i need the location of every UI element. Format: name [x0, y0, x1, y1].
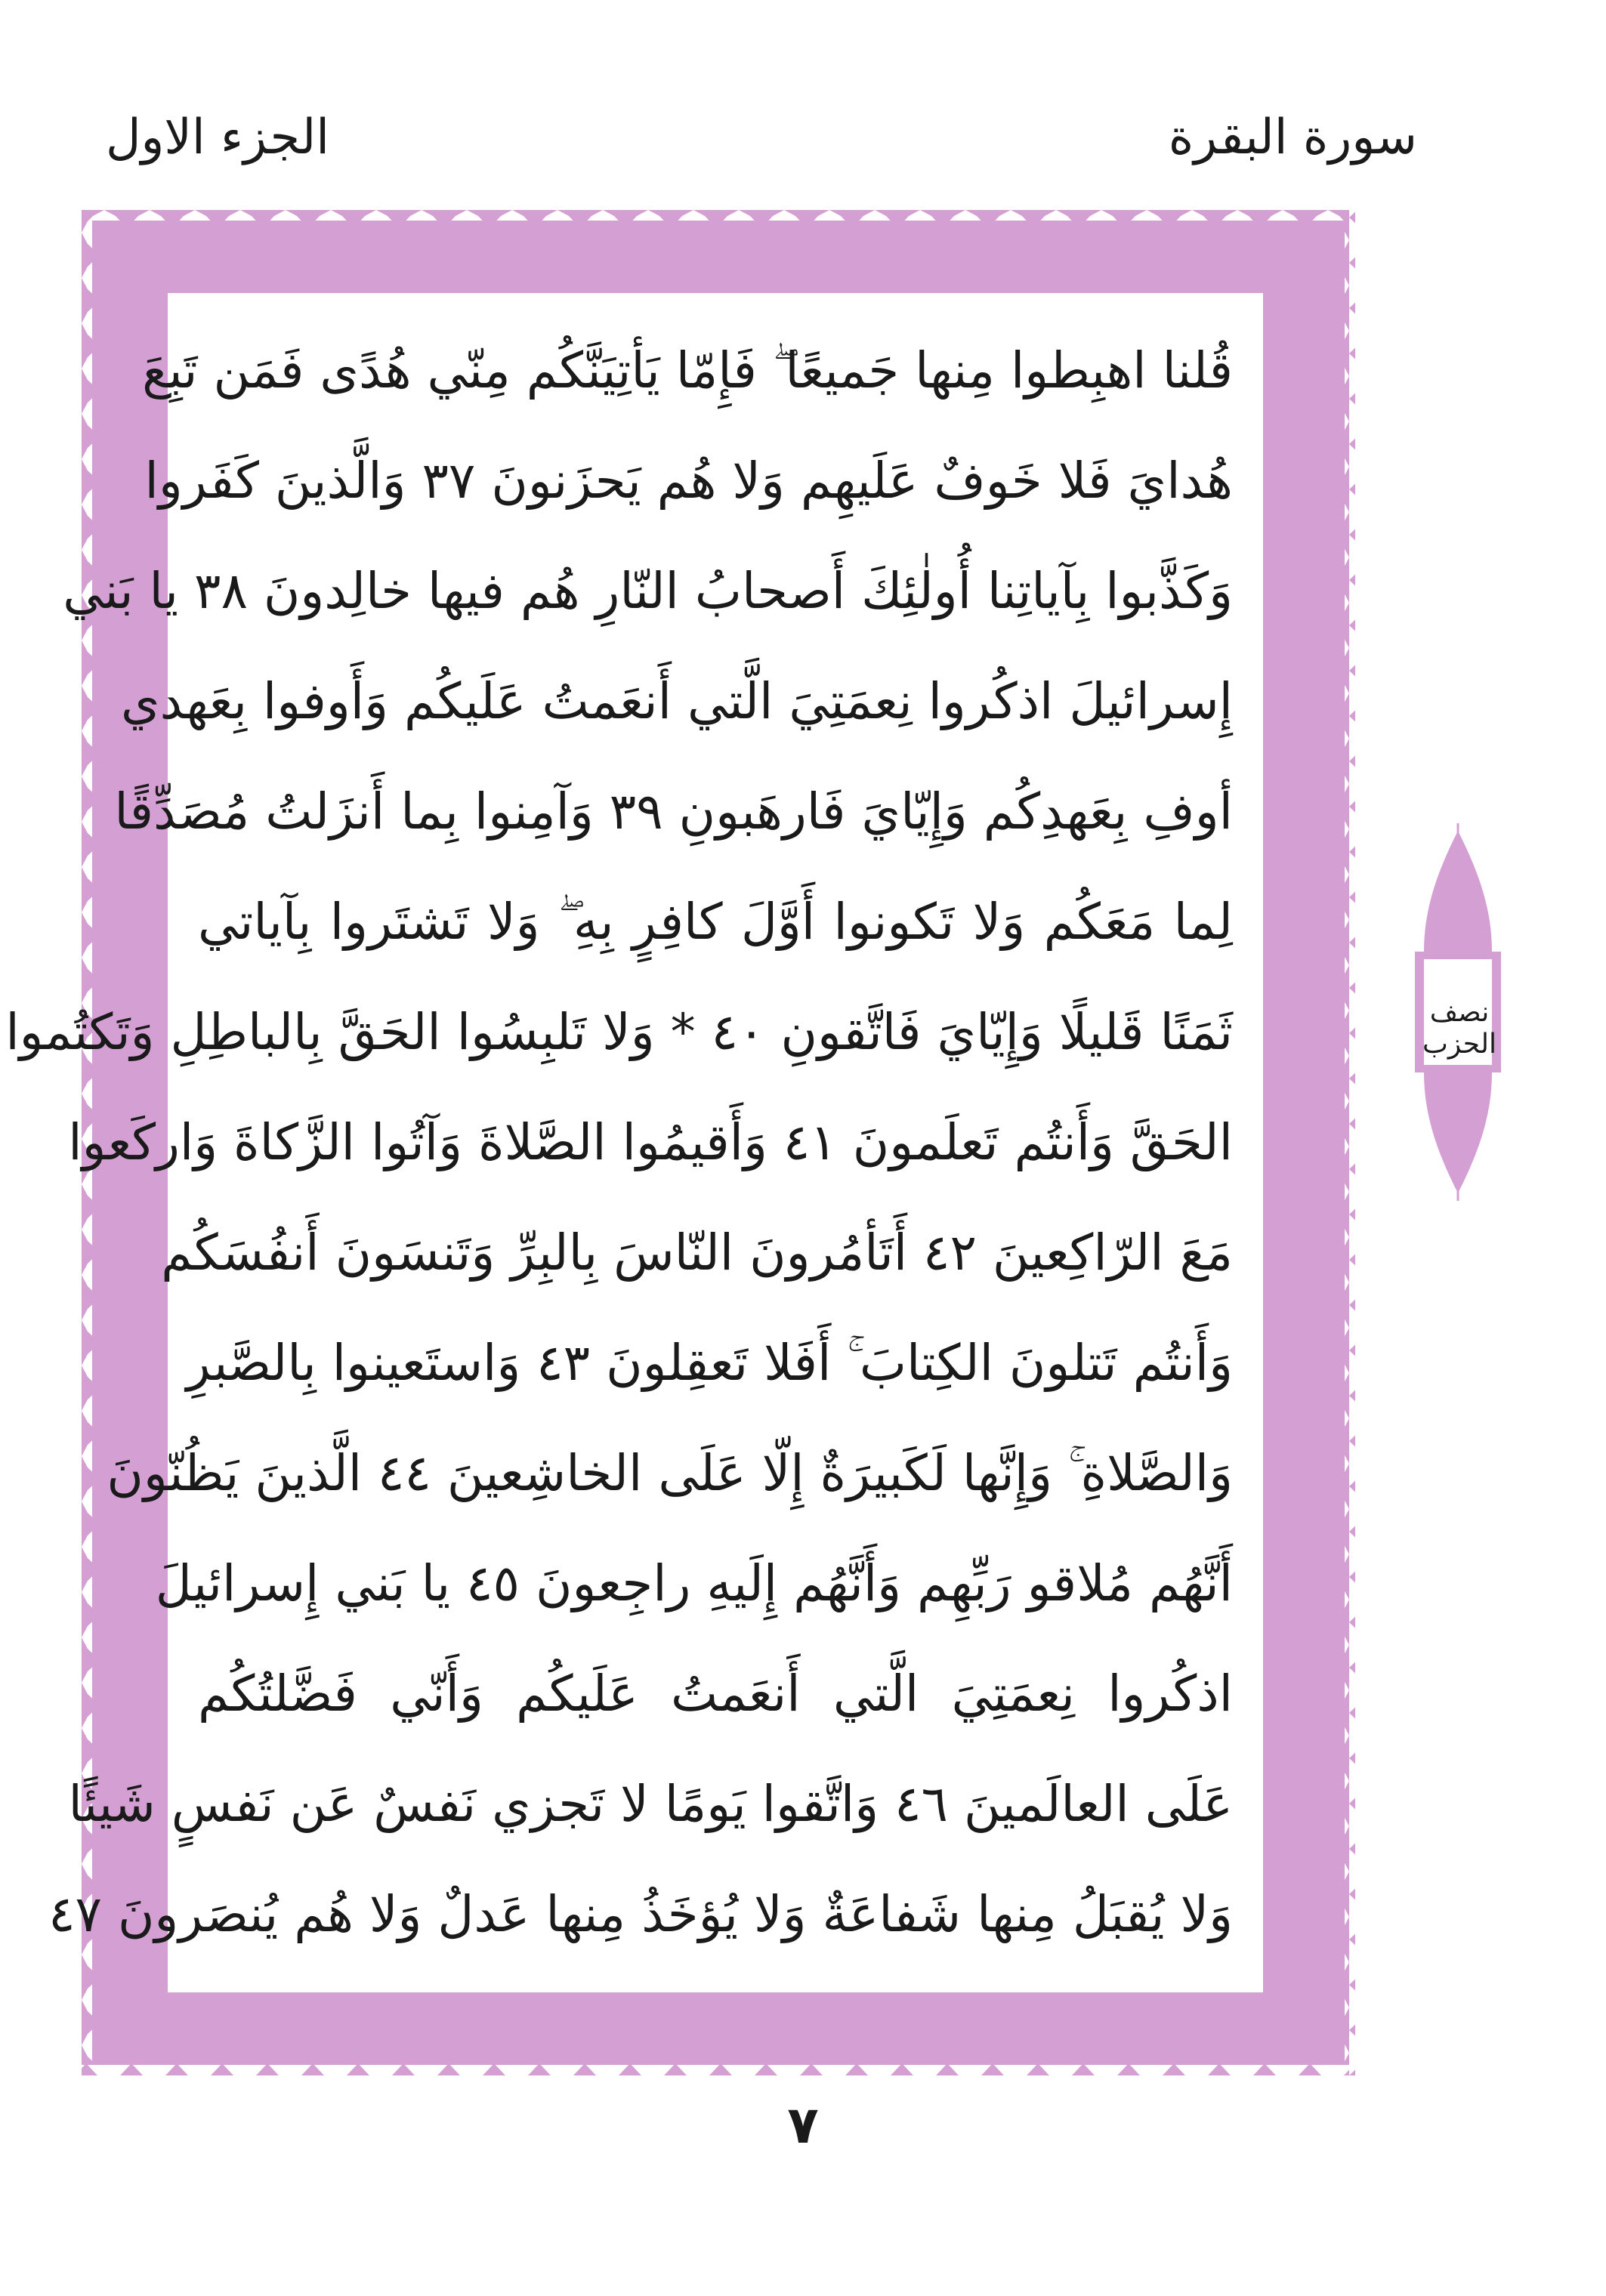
verse-line-8: الحَقَّ وَأَنتُم تَعلَمونَ ٤١ وَأَقيمُوا الصَّلاةَ وَآتُوا الزَّكاةَ وَاركَعوا	[68, 1113, 1233, 1171]
verse-line-12: أَنَّهُم مُلاقو رَبِّهِم وَأَنَّهُم إِلَيهِ راجِعونَ ٤٥ يا بَني إِسرائيلَ	[155, 1554, 1233, 1612]
juz-title: الجزء الاول	[106, 110, 330, 165]
verse-line-13: اذكُروا نِعمَتِيَ الَّتي أَنعَمتُ عَلَيكُم وَأَنّي فَضَّلتُكُم	[198, 1665, 1233, 1723]
verse-line-2: هُدايَ فَلا خَوفٌ عَلَيهِم وَلا هُم يَحزَنونَ ٣٧ وَالَّذينَ كَفَروا	[144, 452, 1233, 510]
page-number: ٧	[787, 2096, 819, 2156]
verse-line-3: وَكَذَّبوا بِآياتِنا أُولٰئِكَ أَصحابُ النّارِ هُم فيها خالِدونَ ٣٨ يا بَني	[63, 562, 1233, 620]
verses-block	[5, 316, 1233, 1970]
verse-line-7: ثَمَنًا قَليلًا وَإِيّايَ فَاتَّقونِ ٤٠ * وَلا تَلبِسُوا الحَقَّ بِالباطِلِ وَتَكتُموا	[5, 1003, 1233, 1061]
verse-line-9: مَعَ الرّاكِعينَ ٤٢ أَتَأمُرونَ النّاسَ بِالبِرِّ وَتَنسَونَ أَنفُسَكُم	[161, 1224, 1233, 1282]
surah-title: سورة البقرة	[1168, 110, 1417, 165]
hizb-note-line2: الحزب	[1422, 1029, 1496, 1060]
verse-line-5: أوفِ بِعَهدِكُم وَإِيّايَ فَارهَبونِ ٣٩ وَآمِنوا بِما أَنزَلتُ مُصَدِّقًا	[114, 782, 1233, 841]
verse-line-15: وَلا يُقبَلُ مِنها شَفاعَةٌ وَلا يُؤخَذُ مِنها عَدلٌ وَلا هُم يُنصَرونَ ٤٧	[48, 1885, 1233, 1943]
hizb-note-line1: نصف	[1429, 997, 1490, 1028]
verse-line-4: إِسرائيلَ اذكُروا نِعمَتِيَ الَّتي أَنعَمتُ عَلَيكُم وَأَوفوا بِعَهدي	[121, 672, 1233, 730]
verse-line-11: وَالصَّلاةِ ۚ وَإِنَّها لَكَبيرَةٌ إِلّا عَلَى الخاشِعينَ ٤٤ الَّذينَ يَظُنّونَ	[107, 1444, 1233, 1502]
verse-line-10: وَأَنتُم تَتلونَ الكِتابَ ۚ أَفَلا تَعقِلونَ ٤٣ وَاستَعينوا بِالصَّبرِ	[186, 1334, 1233, 1392]
hizb-note	[1407, 997, 1512, 1060]
verse-line-1: قُلنا اهبِطوا مِنها جَميعًا ۖ فَإِمّا يَأتِيَنَّكُم مِنّي هُدًى فَمَن تَبِعَ	[142, 341, 1233, 400]
verse-line-14: عَلَى العالَمينَ ٤٦ وَاتَّقوا يَومًا لا تَجزي نَفسٌ عَن نَفسٍ شَيئًا	[68, 1775, 1233, 1833]
verse-line-6: لِما مَعَكُم وَلا تَكونوا أَوَّلَ كافِرٍ بِهِ ۖ وَلا تَشتَروا بِآياتي	[198, 893, 1233, 951]
